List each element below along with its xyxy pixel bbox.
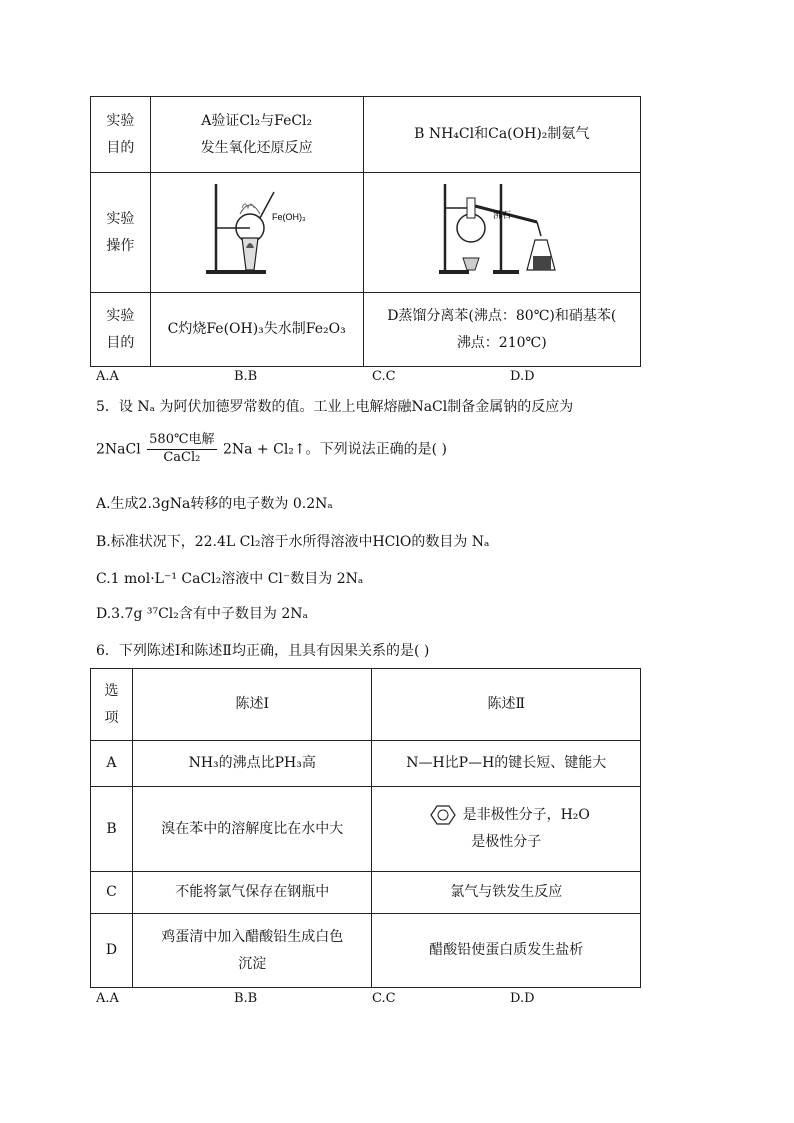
table-row	[91, 872, 641, 914]
q6-option-b[interactable]: B.B	[234, 991, 258, 1006]
q6-option-d[interactable]: D.D	[510, 991, 535, 1006]
statement-table	[90, 668, 641, 988]
eq-condition-bottom: CaCl₂	[163, 449, 201, 465]
header-statement-1: 陈述Ⅰ	[132, 669, 372, 741]
option-b-cell: B NH₄Cl和Ca(OH)₂制氨气	[363, 97, 641, 173]
statement-2: N—H比P—H的键长短、键能大	[372, 741, 641, 787]
row-label: 实验 操作	[91, 173, 151, 293]
q5-option-b[interactable]: B.标准状况下，22.4L Cl₂溶于水所得溶液中HClO的数目为 Nₐ	[96, 534, 490, 550]
header-option: 选 项	[91, 669, 133, 741]
row-option: C	[91, 872, 133, 914]
table-row	[91, 293, 641, 367]
eq-left: 2NaCl	[96, 441, 141, 458]
row-label: 实验 目的	[91, 293, 151, 367]
q5-stem: 5．设 Nₐ 为阿伏加德罗常数的值。工业上电解熔融NaCl制备金属钠的反应为	[96, 399, 574, 415]
crucible-heating-apparatus-icon	[202, 178, 312, 278]
q5-option-d[interactable]: D.3.7g ³⁷Cl₂含有中子数目为 2Nₐ	[96, 606, 308, 622]
header-statement-2: 陈述Ⅱ	[372, 669, 641, 741]
eq-condition	[147, 432, 216, 467]
row-option: B	[91, 787, 133, 872]
table-header-row	[91, 669, 641, 741]
statement-2: 是非极性分子，H₂O 是极性分子	[372, 787, 641, 872]
q4-option-b[interactable]: B.B	[234, 369, 258, 384]
table-row	[91, 787, 641, 872]
benzene-ring-icon	[423, 804, 463, 826]
statement-2: 醋酸铅使蛋白质发生盐析	[372, 914, 641, 988]
row-option: D	[91, 914, 133, 988]
row-option: A	[91, 741, 133, 787]
apparatus-b-label: 沸石	[492, 209, 511, 220]
q4-option-c[interactable]: C.C	[372, 369, 396, 384]
statement-1: 鸡蛋清中加入醋酸铅生成白色 沉淀	[132, 914, 372, 988]
q4-option-a[interactable]: A.A	[96, 369, 119, 384]
apparatus-b-cell	[363, 173, 641, 293]
statement-1: 溴在苯中的溶解度比在水中大	[132, 787, 372, 872]
option-d-cell: D蒸馏分离苯(沸点：80℃)和硝基苯( 沸点：210℃)	[363, 293, 641, 367]
eq-condition-top: 580℃电解	[147, 432, 216, 450]
distillation-apparatus-icon	[437, 178, 567, 278]
row-label: 实验 目的	[91, 97, 151, 173]
statement-2: 氯气与铁发生反应	[372, 872, 641, 914]
q5-option-a[interactable]: A.生成2.3gNa转移的电子数为 0.2Nₐ	[96, 496, 333, 512]
eq-right: 2Na + Cl₂↑。下列说法正确的是( )	[222, 441, 448, 458]
q6-option-a[interactable]: A.A	[96, 991, 119, 1006]
statement-1: 不能将氯气保存在钢瓶中	[132, 872, 372, 914]
q5-option-c[interactable]: C.1 mol·L⁻¹ CaCl₂溶液中 Cl⁻数目为 2Nₐ	[96, 571, 364, 587]
statement-1: NH₃的沸点比PH₃高	[132, 741, 372, 787]
q6-stem: 6．下列陈述Ⅰ和陈述Ⅱ均正确，且具有因果关系的是( )	[96, 643, 430, 659]
option-a-cell: A验证Cl₂与FeCl₂ 发生氧化还原反应	[150, 97, 363, 173]
apparatus-a-label: Fe(OH)₃	[271, 211, 306, 222]
option-c-cell: C灼烧Fe(OH)₃失水制Fe₂O₃	[150, 293, 363, 367]
table-row	[91, 914, 641, 988]
q6-option-c[interactable]: C.C	[372, 991, 396, 1006]
experiment-table	[90, 96, 641, 367]
table-row	[91, 741, 641, 787]
table-row	[91, 173, 641, 293]
q5-equation	[96, 432, 447, 467]
table-row	[91, 97, 641, 173]
q4-option-d[interactable]: D.D	[510, 369, 535, 384]
apparatus-a-cell	[150, 173, 363, 293]
